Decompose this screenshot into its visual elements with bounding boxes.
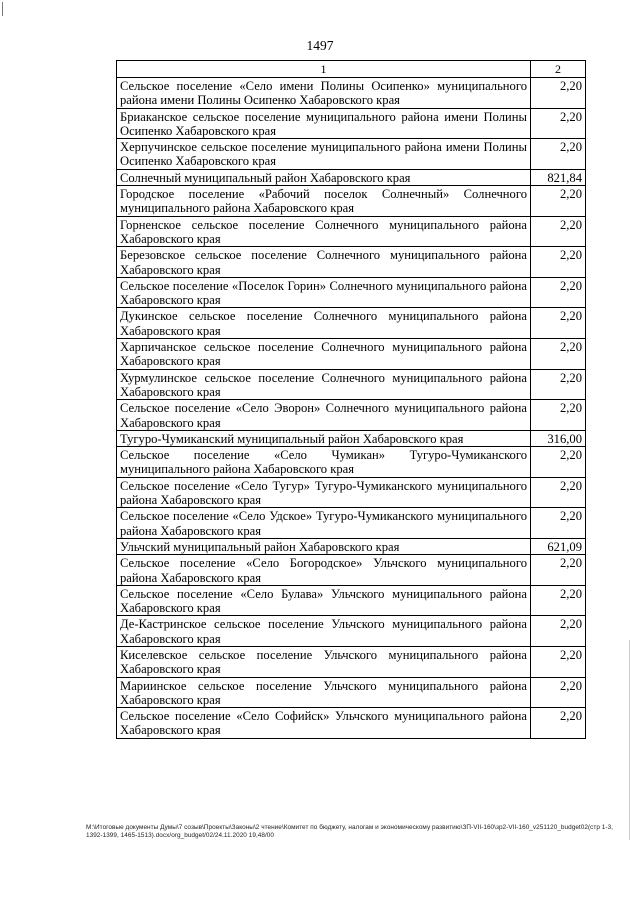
document-path-footer: M:\Итоговые документы Думы\7 созыв\Проекты\Законы\2 чтение\Комитет по бюджету, налогам и экономическому развитию\ЗП-VII-160\зр2-VII-160_v251120_budget02(стр 1-3, 1392-1399, 1465-1513).docx/org_budget/02/24.11.2020 19,48/00 bbox=[86, 824, 613, 840]
municipality-name-cell: Сельское поселение «Село Чумикан» Тугуро-Чумиканского муниципального района Хабаровского края bbox=[117, 447, 531, 478]
amount-cell: 2,20 bbox=[531, 555, 586, 586]
amount-cell: 2,20 bbox=[531, 400, 586, 431]
column-header-1: 1 bbox=[117, 61, 531, 78]
amount-cell: 2,20 bbox=[531, 216, 586, 247]
amount-cell: 2,20 bbox=[531, 447, 586, 478]
amount-cell: 2,20 bbox=[531, 508, 586, 539]
table-row bbox=[117, 139, 586, 170]
municipality-name-cell: Сельское поселение «Село Софийск» Ульчского муниципального района Хабаровского края bbox=[117, 708, 531, 739]
amount-cell: 621,09 bbox=[531, 538, 586, 554]
municipality-name-cell: Херпучинское сельское поселение муниципального района имени Полины Осипенко Хабаровского края bbox=[117, 139, 531, 170]
table-row bbox=[117, 538, 586, 554]
scan-edge-mark bbox=[2, 2, 8, 16]
amount-cell: 2,20 bbox=[531, 139, 586, 170]
table-row bbox=[117, 430, 586, 446]
table-row bbox=[117, 369, 586, 400]
municipality-name-cell: Городское поселение «Рабочий поселок Солнечный» Солнечного муниципального района Хабаровского края bbox=[117, 186, 531, 217]
table-row bbox=[117, 555, 586, 586]
municipality-name-cell: Киселевское сельское поселение Ульчского муниципального района Хабаровского края bbox=[117, 646, 531, 677]
table-row bbox=[117, 216, 586, 247]
table-row bbox=[117, 169, 586, 185]
table-row bbox=[117, 277, 586, 308]
amount-cell: 316,00 bbox=[531, 430, 586, 446]
budget-table bbox=[116, 60, 586, 739]
amount-cell: 2,20 bbox=[531, 308, 586, 339]
table-row bbox=[117, 585, 586, 616]
amount-cell: 2,20 bbox=[531, 186, 586, 217]
municipality-name-cell: Хурмулинское сельское поселение Солнечного муниципального района Хабаровского края bbox=[117, 369, 531, 400]
municipality-name-cell: Сельское поселение «Село Эворон» Солнечного муниципального района Хабаровского края bbox=[117, 400, 531, 431]
table-row bbox=[117, 78, 586, 109]
amount-cell: 2,20 bbox=[531, 277, 586, 308]
municipality-name-cell: Березовское сельское поселение Солнечного муниципального района Хабаровского края bbox=[117, 247, 531, 278]
municipality-name-cell: Сельское поселение «Село Булава» Ульчского муниципального района Хабаровского края bbox=[117, 585, 531, 616]
table-header-row bbox=[117, 61, 586, 78]
table-row bbox=[117, 708, 586, 739]
table-row bbox=[117, 186, 586, 217]
municipality-name-cell: Горненское сельское поселение Солнечного муниципального района Хабаровского края bbox=[117, 216, 531, 247]
municipality-name-cell: Ульчский муниципальный район Хабаровского края bbox=[117, 538, 531, 554]
table-row bbox=[117, 308, 586, 339]
amount-cell: 2,20 bbox=[531, 78, 586, 109]
amount-cell: 2,20 bbox=[531, 477, 586, 508]
municipality-name-cell: Дукинское сельское поселение Солнечного муниципального района Хабаровского края bbox=[117, 308, 531, 339]
municipality-name-cell: Солнечный муниципальный район Хабаровского края bbox=[117, 169, 531, 185]
amount-cell: 2,20 bbox=[531, 108, 586, 139]
scan-edge-line bbox=[629, 640, 630, 840]
table-row bbox=[117, 108, 586, 139]
municipality-name-cell: Сельское поселение «Село Богородское» Ульчского муниципального района Хабаровского края bbox=[117, 555, 531, 586]
amount-cell: 2,20 bbox=[531, 646, 586, 677]
table-row bbox=[117, 677, 586, 708]
municipality-name-cell: Сельское поселение «Село Удское» Тугуро-Чумиканского муниципального района Хабаровского края bbox=[117, 508, 531, 539]
table-row bbox=[117, 447, 586, 478]
table-row bbox=[117, 508, 586, 539]
amount-cell: 2,20 bbox=[531, 339, 586, 370]
amount-cell: 821,84 bbox=[531, 169, 586, 185]
page-number: 1497 bbox=[306, 38, 334, 53]
municipality-name-cell: Сельское поселение «Село Тугур» Тугуро-Чумиканского муниципального района Хабаровского края bbox=[117, 477, 531, 508]
municipality-name-cell: Тугуро-Чумиканский муниципальный район Хабаровского края bbox=[117, 430, 531, 446]
municipality-name-cell: Бриаканское сельское поселение муниципального района имени Полины Осипенко Хабаровского края bbox=[117, 108, 531, 139]
municipality-name-cell: Мариинское сельское поселение Ульчского муниципального района Хабаровского края bbox=[117, 677, 531, 708]
municipality-name-cell: Харпичанское сельское поселение Солнечного муниципального района Хабаровского края bbox=[117, 339, 531, 370]
table-row bbox=[117, 339, 586, 370]
table-row bbox=[117, 477, 586, 508]
table-row bbox=[117, 247, 586, 278]
column-header-2: 2 bbox=[531, 61, 586, 78]
table-body bbox=[117, 78, 586, 739]
municipality-name-cell: Сельское поселение «Поселок Горин» Солнечного муниципального района Хабаровского края bbox=[117, 277, 531, 308]
municipality-name-cell: Де-Кастринское сельское поселение Ульчского муниципального района Хабаровского края bbox=[117, 616, 531, 647]
amount-cell: 2,20 bbox=[531, 369, 586, 400]
amount-cell: 2,20 bbox=[531, 708, 586, 739]
municipality-name-cell: Сельское поселение «Село имени Полины Осипенко» муниципального района имени Полины Осипенко Хабаровского края bbox=[117, 78, 531, 109]
table-row bbox=[117, 646, 586, 677]
amount-cell: 2,20 bbox=[531, 247, 586, 278]
table-row bbox=[117, 400, 586, 431]
amount-cell: 2,20 bbox=[531, 585, 586, 616]
amount-cell: 2,20 bbox=[531, 677, 586, 708]
table-row bbox=[117, 616, 586, 647]
amount-cell: 2,20 bbox=[531, 616, 586, 647]
